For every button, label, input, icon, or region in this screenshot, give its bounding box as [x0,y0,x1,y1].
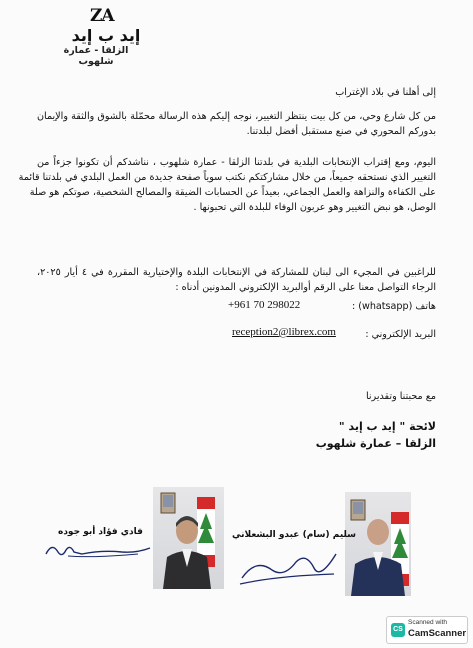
paragraph-2-line-3: على الكفاءة والنزاهة والعمل الجماعي، بعيداً عن الحسابات الضيقة والمصالح الشخصية، صوتكم هو صلة [29,187,436,198]
paragraph-1-line-1: من كل شارع وحي، من كل بيت ينتظر التغيير، نوجه إليكم هذه الرسالة محمّلة بالشوق والثقة والإيمان [37,111,436,122]
signatory-1-signature [42,536,154,562]
signatory-2-name: سليم (سام) عبدو البشعلاني [232,530,357,540]
list-place: الزلقا – عمارة شلهوب [315,437,436,450]
camscanner-brand: CamScanner [408,628,467,639]
logo-subtitle: الزلقا - عمارة شلهوب [63,45,129,67]
camscanner-caption: Scanned with [408,619,448,626]
candidate-photo-2-drawing [345,492,411,596]
phone-label: هاتف (whatsapp) : [351,301,436,312]
phone-number: +961 70 298022 [228,299,301,311]
list-name: لائحة " إيد ب إيد " [338,420,436,433]
signatory-1-name: فادي فؤاد أبو جوده [58,527,143,537]
logo-name: إيد ب إيد [71,26,141,45]
candidate-photo-1-drawing [153,487,224,589]
candidate-photo-1 [153,487,224,589]
signatory-2-signature [236,548,340,590]
paragraph-1-line-2: بدوركم المحوري في صنع مستقبل أفضل لبلدتنا. [246,126,436,137]
email-link[interactable]: reception2@librex.com [232,326,336,338]
paragraph-2-line-1: اليوم، ومع إقتراب الإنتخابات البلدية في بلدتنا الزلقا - عمارة شلهوب ، نناشدكم أن تكونوا جزءاً من [37,157,436,168]
camscanner-badge [386,616,468,644]
paragraph-3-line-2: الرجاء التواصل معنا على الرقم أوالبريد الإلكتروني المدونين أدناه : [175,282,436,293]
camscanner-icon: CS [391,623,405,637]
candidate-photo-2 [345,492,411,596]
greeting: إلى أهلنا في بلاد الإغتراب [335,87,436,98]
paragraph-2-line-4: الوصل، هو نبض التغيير وهو عربون الوفاء للبلدة التي تحبونها . [193,202,436,213]
paragraph-2-line-2: التغيير الذي نستحقه جميعاً، من خلال مشاركتكم نكتب سوياً صفحة جديدة من العمل البلدي في بلدتنا قائمة [18,172,436,183]
paragraph-3-line-1: للراغبين في المجيء الى لبنان للمشاركة في الإنتخابات البلدة والإختيارية المقررة في ٤ أيار ٢٠٢٥، [37,267,436,278]
logo-mark: ZA [90,6,114,26]
closing-line: مع محبتنا وتقديرنا [365,391,436,402]
email-label: البريد الإلكتروني : [365,329,436,340]
